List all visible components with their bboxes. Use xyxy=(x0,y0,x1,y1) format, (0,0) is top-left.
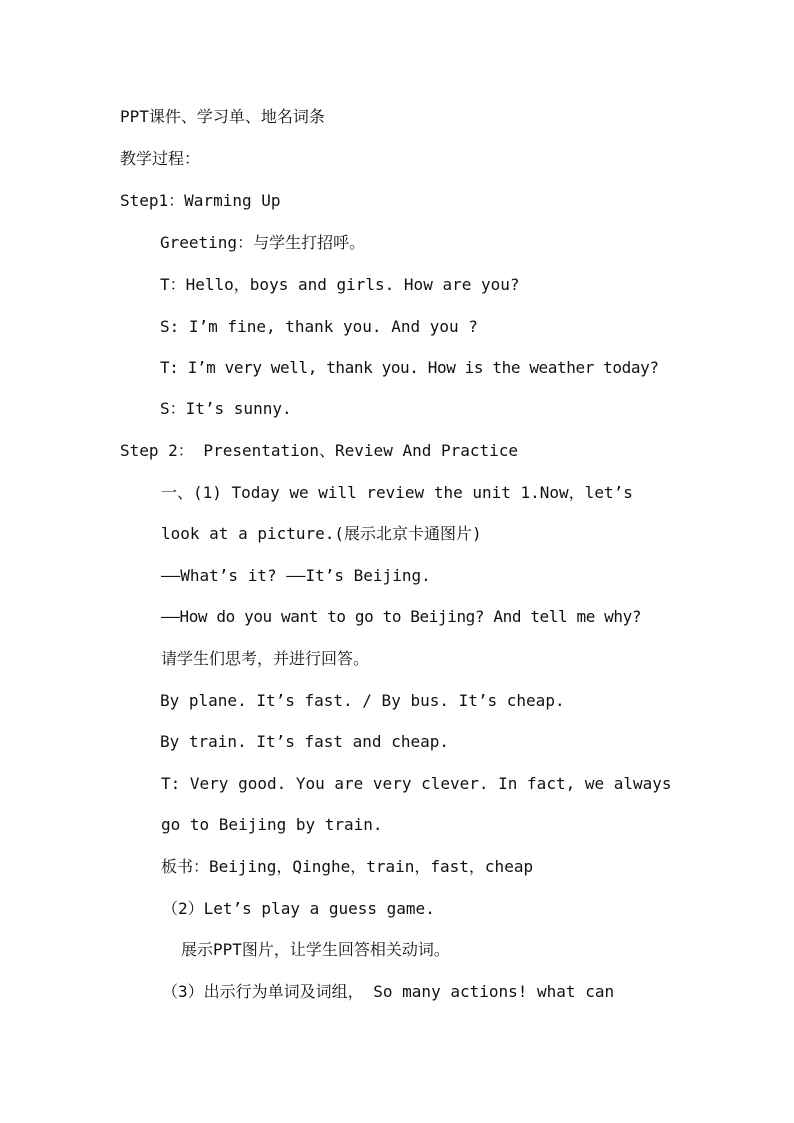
blackboard-line: 板书：Beijing，Qinghe，train，fast，cheap xyxy=(161,857,534,876)
answer-line: By plane. It’s fast. / By bus. It’s cheap. xyxy=(160,691,565,710)
activity-line: （3）出示行为单词及词组， So many actions! what can xyxy=(162,982,615,1001)
dialogue-line: ——What’s it? ——It’s Beijing. xyxy=(161,566,431,585)
instruction-line: 请学生们思考，并进行回答。 xyxy=(161,649,370,668)
step1-heading: Step1：Warming Up xyxy=(120,191,281,210)
greeting-line: Greeting：与学生打招呼。 xyxy=(160,233,366,252)
materials-line: PPT课件、学习单、地名词条 xyxy=(120,107,325,126)
dialogue-line: go to Beijing by train. xyxy=(161,815,383,834)
activity-line: 一、(1) Today we will review the unit 1.Now，let’s xyxy=(161,483,633,502)
dialogue-line: T: I’m very well, thank you. How is the weather today? xyxy=(160,358,659,377)
dialogue-line: S: I’m fine, thank you. And you ? xyxy=(160,317,478,336)
teaching-process-heading: 教学过程： xyxy=(120,149,201,168)
answer-line: By train. It’s fast and cheap. xyxy=(160,732,449,751)
activity-line: （2）Let’s play a guess game. xyxy=(162,899,435,918)
instruction-line: 展示PPT图片，让学生回答相关动词。 xyxy=(181,940,450,959)
dialogue-line: T：Hello，boys and girls. How are you? xyxy=(160,275,520,294)
dialogue-line: ——How do you want to go to Beijing? And tell me why? xyxy=(161,607,642,626)
step2-heading: Step 2： Presentation、Review And Practice xyxy=(120,441,519,460)
dialogue-line: S：It’s sunny. xyxy=(160,399,292,418)
activity-line: look at a picture.(展示北京卡通图片) xyxy=(161,524,482,543)
dialogue-line: T: Very good. You are very clever. In fact, we always xyxy=(161,774,672,793)
